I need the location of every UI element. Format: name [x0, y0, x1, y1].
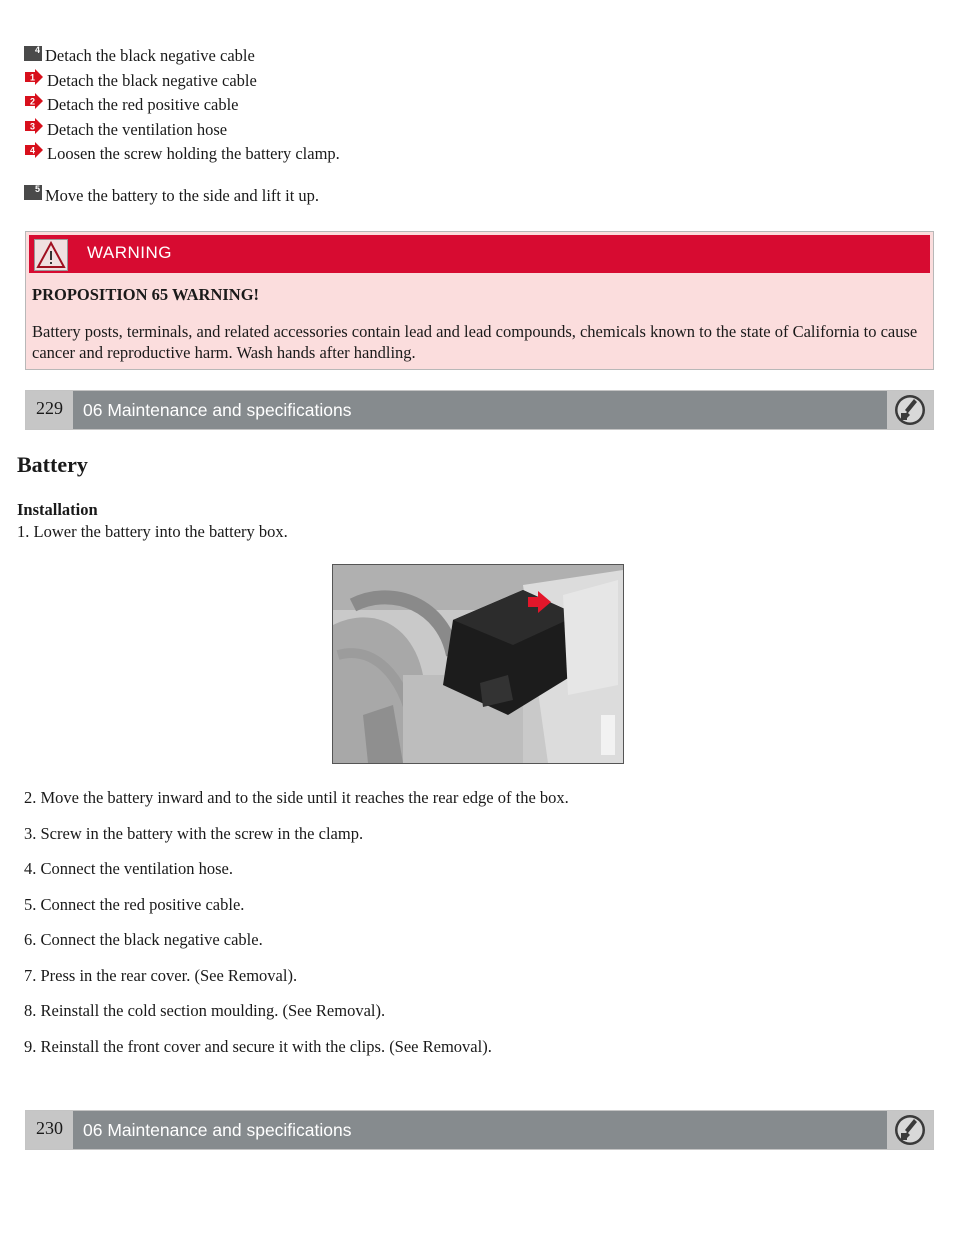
installation-step: 2. Move the battery inward and to the side until it reaches the rear edge of the box. — [24, 788, 569, 807]
wrench-oil-icon — [887, 391, 933, 429]
arrow-marker-icon — [24, 93, 44, 109]
warning-triangle-icon — [34, 239, 68, 271]
step-row — [24, 142, 340, 167]
section-heading: Battery — [17, 452, 88, 477]
arrow-marker-icon — [24, 142, 44, 158]
warning-subtitle: PROPOSITION 65 WARNING! — [32, 285, 260, 304]
step-text: Detach the ventilation hose — [47, 119, 228, 139]
installation-step: 4. Connect the ventilation hose. — [24, 859, 233, 878]
installation-step: 5. Connect the red positive cable. — [24, 894, 245, 914]
page-number: 229 — [26, 391, 73, 429]
arrow-marker-number: 4 — [30, 145, 36, 156]
installation-step: 8. Reinstall the cold section moulding. (See Removal). — [24, 1001, 386, 1020]
arrow-marker-number: 3 — [30, 121, 36, 132]
arrow-marker-icon — [24, 69, 44, 85]
step-text: Move the battery to the side and lift it up. — [45, 185, 320, 205]
subsection-heading: Installation — [17, 500, 98, 519]
section-title: 06 Maintenance and specifications — [83, 1120, 352, 1140]
warning-box — [25, 231, 934, 370]
step-row — [24, 184, 340, 209]
step-number-icon: 4 — [24, 46, 42, 61]
installation-step: 7. Press in the rear cover. (See Removal). — [24, 965, 298, 985]
page-number: 230 — [26, 1111, 73, 1149]
page-header-bar — [25, 390, 934, 430]
step-row — [24, 69, 340, 94]
installation-steps — [24, 788, 924, 1072]
installation-step: 3. Screw in the battery with the screw in the clamp. — [24, 823, 364, 843]
battery-photo — [332, 564, 624, 764]
page-header-bar — [25, 1110, 934, 1150]
removal-steps — [24, 44, 340, 208]
arrow-marker-number: 1 — [30, 72, 36, 83]
step-text: Detach the red positive cable — [47, 95, 239, 115]
arrow-marker-icon — [24, 118, 44, 134]
step-row — [24, 118, 340, 143]
installation-step: 6. Connect the black negative cable. — [24, 930, 263, 949]
warning-title: WARNING — [87, 243, 173, 262]
arrow-marker-number: 2 — [30, 96, 36, 107]
installation-step: 1. Lower the battery into the battery box. — [17, 522, 288, 541]
installation-step: 9. Reinstall the front cover and secure it with the clips. (See Removal). — [24, 1036, 492, 1056]
wrench-oil-icon — [887, 1111, 933, 1149]
step-text: Loosen the screw holding the battery clamp. — [47, 144, 340, 164]
warning-header — [29, 235, 930, 273]
figure-code-label — [601, 715, 615, 755]
warning-body: Battery posts, terminals, and related accessories contain lead and lead compounds, chemicals known to the state of California to cause cancer and reproductive harm. Wash hands after handling. — [32, 322, 918, 362]
step-text: Detach the black negative cable — [45, 46, 255, 66]
step-row — [24, 44, 340, 69]
step-number-icon: 5 — [24, 185, 42, 200]
section-title: 06 Maintenance and specifications — [83, 400, 352, 420]
step-row — [24, 93, 340, 118]
step-text: Detach the black negative cable — [47, 70, 257, 90]
